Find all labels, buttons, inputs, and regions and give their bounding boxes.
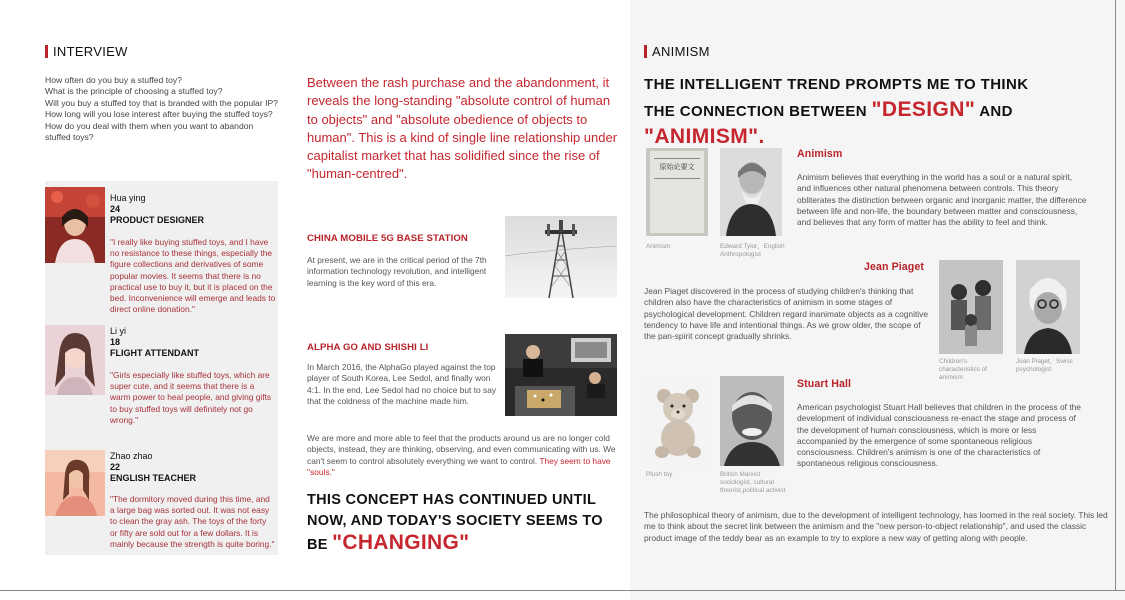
- interviewee-name: Li yi: [110, 326, 127, 336]
- lead-statement: Between the rash purchase and the abandonment, it reveals the long-standing "absolute control of human to objects" and "absolute obedience of objects to human". This is a kind of single line relationship under capitalist market that has solidified since the rise of "human-centred".: [307, 75, 618, 182]
- interviewee-age: 18: [110, 337, 121, 347]
- closing-red-text: They seem to have "souls.": [307, 455, 611, 477]
- headline: [644, 72, 1114, 151]
- stuart-hall-portrait: [720, 376, 784, 466]
- stuart-hall-title: Stuart Hall: [797, 378, 852, 390]
- statement-line: [307, 532, 625, 556]
- alphago-match-photo: [505, 334, 617, 416]
- interviewee-role: PRODUCT DESIGNER: [110, 215, 205, 225]
- headline-line: THE INTELLIGENT TREND PROMPTS ME TO THINK: [644, 76, 1029, 93]
- statement-line: THIS CONCEPT HAS CONTINUED UNTIL: [307, 492, 597, 508]
- interview-title: INTERVIEW: [53, 44, 128, 59]
- piaget-portrait: [1016, 260, 1080, 354]
- base-station-photo: [505, 216, 617, 298]
- animism-section-title: [644, 44, 710, 59]
- animism-title: ANIMISM: [652, 44, 710, 59]
- interviewee-name: Hua ying: [110, 193, 146, 203]
- bottom-border-line: [0, 590, 1125, 591]
- conclusion-paragraph: The philosophical theory of animism, due to the development of intelligent technology, has loomed in the real society. This led me to think about the secret link between the animism and the "new person-to-object relationship", and used the classic product image of the teddy bear as an example to try to explore a new way of getting along with people.: [644, 510, 1108, 543]
- avatar: [45, 187, 105, 263]
- headline-line: [644, 97, 1114, 124]
- piaget-caption: Jean Piaget，Swiss psychologist: [1016, 358, 1073, 373]
- alphago-title: ALPHA GO AND SHISHI LI: [307, 342, 429, 353]
- title-accent-bar: [644, 45, 647, 58]
- stuart-hall-caption: British Marxist sociologist, cultural theorist,political activist: [720, 471, 786, 494]
- interviewee-role: ENGLISH TEACHER: [110, 473, 197, 483]
- animism-word: "ANIMISM": [644, 125, 759, 148]
- right-page: [630, 0, 1125, 600]
- tylor-caption: Edward Tylor，English Anthropologist: [720, 243, 785, 258]
- statement-line: NOW, AND TODAY'S SOCIETY SEEMS TO: [307, 513, 603, 529]
- headline-text: THE CONNECTION BETWEEN: [644, 103, 867, 120]
- interview-questions: [45, 75, 280, 143]
- question: How do you deal with them when you want to abandon stuffed toys?: [45, 120, 254, 143]
- question: How long will you lose interest after buying the stuffed toys?: [45, 109, 273, 120]
- headline-line: [644, 124, 1114, 151]
- design-word: "DESIGN": [871, 98, 976, 121]
- plush-toy-caption: Plush toy: [646, 471, 673, 478]
- closing-body-text: We are more and more able to feel that the products around us are no longer cold objects, instead, they are thinking, observing, and even communicating with us. We can't seem to control absolutely everything we want to control.: [307, 433, 616, 466]
- interview-section-title: [45, 44, 128, 59]
- right-border-line: [1115, 0, 1116, 591]
- children-caption: Children's characteristics of animism: [939, 358, 987, 381]
- interviewee-quote: "Girls especially like stuffed toys, which are super cute, and it seems that there is a warm power to heal people, and giving gifts to buy stuffed toys will definitely not go wrong.": [110, 370, 272, 425]
- children-photo: [939, 260, 1003, 354]
- interviewee-age: 24: [110, 204, 121, 214]
- interviewee-info: [110, 193, 204, 226]
- interviewee-name: Zhao zhao: [110, 451, 153, 461]
- headline-and: AND: [979, 103, 1013, 120]
- changing-word: "CHANGING": [332, 531, 470, 554]
- interviewee-info: [110, 451, 196, 484]
- interviewee-age: 22: [110, 462, 121, 472]
- headline-dot: .: [758, 125, 765, 148]
- china-mobile-body: At present, we are in the critical period of the 7th information technology revolution, and intelligent learning is the key word of this era.: [307, 255, 487, 288]
- interviewee-info: [110, 326, 199, 359]
- animism-block-body: Animism believes that everything in the world has a soul or a natural spirit, and influences other natural phenomena between controls. This theory obliterates the distinction between organic and inorganic matter, the difference between life and non-life, the boundary between matter and consciousness, and believes that any form of matter has the ability to feel and think.: [797, 172, 1087, 228]
- question: What is the principle of choosing a stuffed toy?: [45, 86, 223, 97]
- book-title-text: 原始论要文: [659, 163, 695, 171]
- concept-statement: [307, 490, 625, 556]
- animism-book-photo: [646, 148, 708, 236]
- interviewee-quote: "The dormitory moved during this time, and a large bag was sorted out. It was not easy to clean the gray ash. The toys of the forty or fifty are sold out for a few dollars. It is mainly because the strength is quite boring.": [110, 494, 275, 549]
- china-mobile-title: CHINA MOBILE 5G BASE STATION: [307, 233, 468, 244]
- statement-be: BE: [307, 537, 328, 553]
- avatar: [45, 325, 105, 401]
- question: How often do you buy a stuffed toy?: [45, 75, 182, 85]
- animism-block-title: Animism: [797, 148, 843, 160]
- book-caption: Animism: [646, 243, 671, 250]
- interviewee-quote: "I really like buying stuffed toys, and I have no resistance to these things, especially the figure collections and derivatives of some popular movies. It seems that there is no practical use to buy it, but it is placed on the bed. Inconvenience will emerge and leads to direct online donation.": [110, 237, 276, 315]
- title-accent-bar: [45, 45, 48, 58]
- alphago-body: In March 2016, the AlphaGo played against the top player of South Korea, Lee Sedol, and finally won 4:1. In the end, Lee Sedol had no choice but to say that the coldness of the machine made him.: [307, 362, 497, 406]
- question: Will you buy a stuffed toy that is branded with the popular IP?: [45, 97, 278, 108]
- closing-body: [307, 433, 619, 478]
- piaget-body: Jean Piaget discovered in the process of studying children's thinking that children also have the characteristics of animism in some stages of psychological development. Children regard inanimate objects as a cognitive tendency to have life and intentional things. As we grow older, the scope of the pan-spirit concept gradually shrinks.: [644, 286, 928, 342]
- tylor-portrait: [720, 148, 782, 236]
- piaget-title: Jean Piaget: [864, 261, 924, 273]
- interviewee-role: FLIGHT ATTENDANT: [110, 348, 199, 358]
- stuart-hall-body: American psychologist Stuart Hall believes that children in the process of the development of individual consciousness re-enact the stage and process of the development of human consciousness, which is more or less accompanied by the emergence of some spontaneous religious consciousness. Children's animism is one of the characteristics of spontaneous religious consciousness.: [797, 402, 1081, 469]
- avatar: [45, 450, 105, 526]
- plush-toy-photo: [646, 378, 710, 466]
